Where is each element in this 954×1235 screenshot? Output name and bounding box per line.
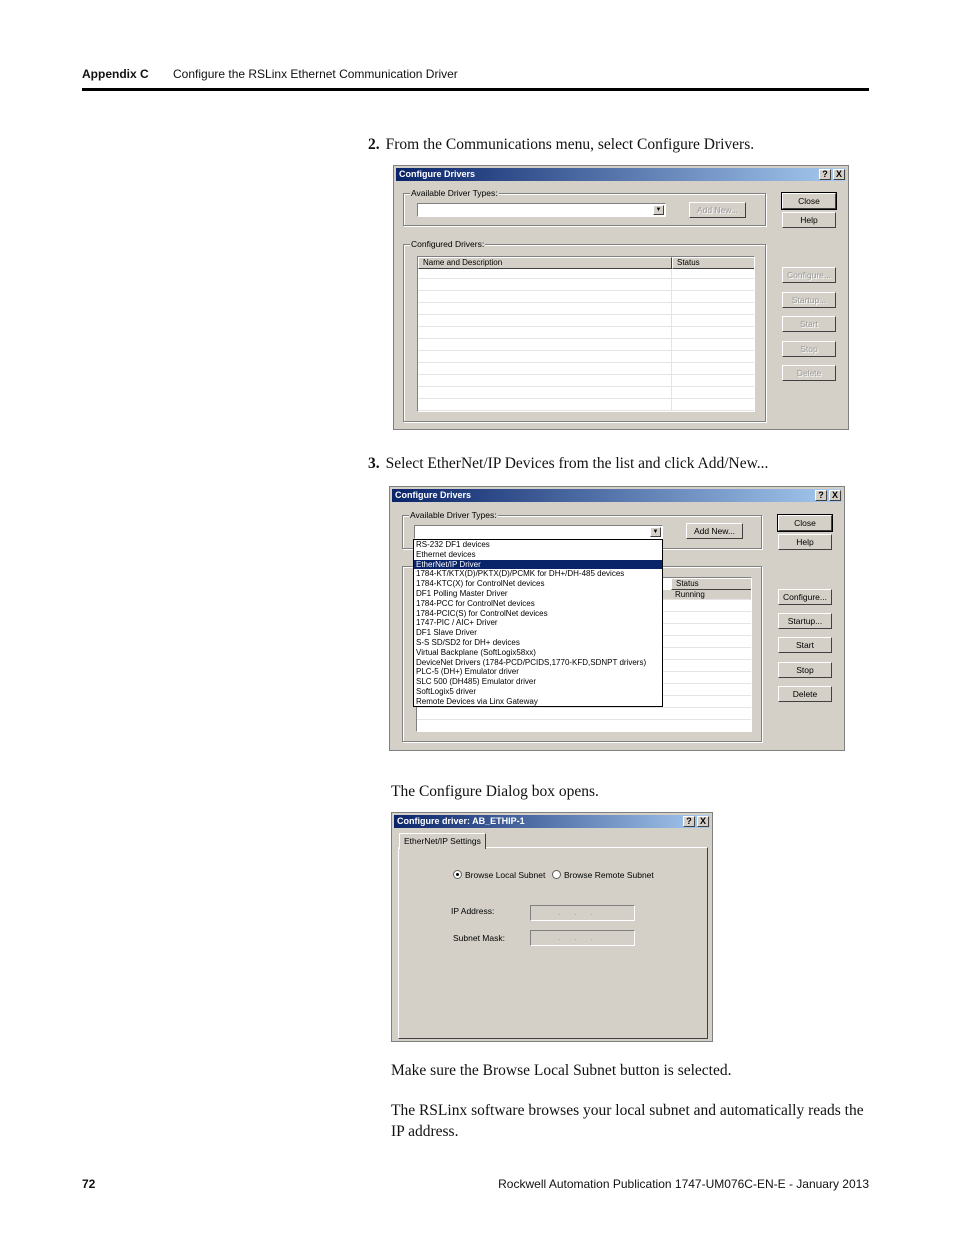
browse-local-radio[interactable] — [453, 870, 462, 879]
close-title-button[interactable]: X — [829, 490, 841, 501]
dropdown-item-selected[interactable]: EtherNet/IP Driver — [414, 560, 662, 570]
table-row — [418, 293, 754, 303]
available-driver-label: Available Driver Types: — [410, 510, 497, 520]
subnet-mask-label: Subnet Mask: — [453, 933, 505, 943]
dropdown-item[interactable]: Virtual Backplane (SoftLogix58xx) — [416, 647, 536, 657]
close-title-button[interactable]: X — [697, 816, 709, 827]
dropdown-item[interactable]: RS-232 DF1 devices — [416, 540, 490, 549]
dropdown-item[interactable]: 1784-KTC(X) for ControlNet devices — [416, 579, 545, 589]
table-row — [418, 305, 754, 315]
ethernet-ip-settings-panel — [398, 847, 708, 1039]
startup-button[interactable]: Startup... — [778, 613, 832, 629]
configured-drivers-label: Configured Drivers: — [411, 239, 485, 249]
close-title-button[interactable]: X — [833, 169, 845, 180]
step-3 — [368, 455, 768, 473]
dropdown-item[interactable]: 1784-PCIC(S) for ControlNet devices — [416, 608, 548, 618]
start-button[interactable]: Start — [778, 637, 832, 653]
page-number: 72 — [82, 1177, 96, 1191]
help-title-button[interactable]: ? — [819, 169, 831, 180]
dropdown-item[interactable]: PLC-5 (DH+) Emulator driver — [416, 667, 519, 677]
dialog-titlebar — [392, 489, 842, 502]
dialog-titlebar — [394, 815, 710, 828]
step-3-text: Select EtherNet/IP Devices from the list and click Add/New... — [385, 455, 769, 472]
make-sure-text: Make sure the Browse Local Subnet button is selected. — [391, 1062, 732, 1079]
step-3-number: 3. — [368, 455, 380, 472]
dropdown-item[interactable]: SLC 500 (DH485) Emulator driver — [416, 677, 537, 687]
dialog-title: Configure Drivers — [399, 169, 476, 179]
appendix-label: Appendix C — [82, 67, 149, 81]
header-title: Configure the RSLinx Ethernet Communication Driver — [173, 67, 458, 81]
table-row — [418, 317, 754, 327]
browse-remote-radio[interactable] — [552, 870, 561, 879]
header-rule — [82, 88, 869, 91]
table-row — [418, 281, 754, 291]
available-driver-group — [403, 188, 766, 226]
configure-button[interactable]: Configure... — [782, 267, 836, 283]
status-running: Running — [675, 590, 705, 599]
step-2-number: 2. — [368, 136, 380, 153]
dropdown-item[interactable]: Remote Devices via Linx Gateway — [416, 696, 538, 706]
dialog-title: Configure driver: AB_ETHIP-1 — [397, 816, 525, 826]
column-status-header[interactable]: Status — [672, 257, 755, 269]
table-row — [418, 365, 754, 375]
chevron-down-icon[interactable]: ▼ — [650, 527, 661, 537]
table-row — [418, 353, 754, 363]
chevron-down-icon[interactable]: ▼ — [653, 205, 664, 215]
column-name-header[interactable]: Name and Description — [418, 257, 672, 269]
dropdown-item[interactable]: Ethernet devices — [416, 549, 476, 559]
table-row — [417, 710, 751, 720]
driver-type-combo[interactable] — [414, 525, 663, 539]
driver-type-dropdown-list[interactable] — [413, 539, 663, 707]
configure-drivers-dialog-empty — [393, 165, 849, 430]
add-new-button[interactable]: Add New... — [689, 202, 746, 218]
column-status-header[interactable]: Status — [671, 578, 752, 590]
dropdown-item[interactable]: DF1 Slave Driver — [416, 628, 477, 638]
available-driver-label: Available Driver Types: — [411, 188, 498, 198]
configure-opens-text: The Configure Dialog box opens. — [391, 783, 599, 800]
browse-remote-label[interactable]: Browse Remote Subnet — [564, 870, 654, 880]
dropdown-item[interactable]: 1784-PCC for ControlNet devices — [416, 598, 535, 608]
configure-driver-dialog — [391, 812, 713, 1042]
dropdown-item[interactable]: 1784-KT/KTX(D)/PKTX(D)/PCMK for DH+/DH-485 devices — [416, 569, 625, 579]
table-row — [418, 377, 754, 387]
subnet-mask-field[interactable]: ... — [530, 930, 635, 946]
ip-address-label: IP Address: — [451, 906, 495, 916]
dropdown-item[interactable]: 1747-PIC / AIC+ Driver — [416, 618, 498, 628]
publication-info: Rockwell Automation Publication 1747-UM076C-EN-E - January 2013 — [498, 1177, 869, 1191]
dropdown-item[interactable]: S-S SD/SD2 for DH+ devices — [416, 637, 520, 647]
start-button[interactable]: Start — [782, 316, 836, 332]
step-2-text: From the Communications menu, select Configure Drivers. — [385, 136, 755, 153]
stop-button[interactable]: Stop — [782, 341, 836, 357]
help-title-button[interactable]: ? — [815, 490, 827, 501]
help-button[interactable]: Help — [778, 534, 832, 550]
startup-button[interactable]: Startup... — [782, 292, 836, 308]
table-row — [418, 401, 754, 411]
ip-address-field[interactable]: ... — [530, 905, 635, 921]
configured-drivers-group — [403, 239, 766, 422]
help-title-button[interactable]: ? — [683, 816, 695, 827]
help-button[interactable]: Help — [782, 212, 836, 228]
table-row — [418, 341, 754, 351]
dropdown-item[interactable]: DF1 Polling Master Driver — [416, 588, 508, 598]
table-row — [418, 329, 754, 339]
tab-ethernet-ip-settings[interactable]: EtherNet/IP Settings — [399, 833, 486, 849]
configure-drivers-dialog-dropdown — [389, 486, 845, 751]
browse-local-label[interactable]: Browse Local Subnet — [465, 870, 546, 880]
close-button[interactable]: Close — [778, 515, 832, 531]
dropdown-item[interactable]: SoftLogix5 driver — [416, 686, 477, 696]
table-row — [418, 269, 754, 279]
table-row — [418, 389, 754, 399]
dialog-title: Configure Drivers — [395, 490, 472, 500]
stop-button[interactable]: Stop — [778, 662, 832, 678]
dropdown-item[interactable]: DeviceNet Drivers (1784-PCD/PCIDS,1770-KFD,SDNPT drivers) — [416, 657, 647, 667]
close-button[interactable]: Close — [782, 193, 836, 209]
delete-button[interactable]: Delete — [782, 365, 836, 381]
configure-button[interactable]: Configure... — [778, 589, 832, 605]
delete-button[interactable]: Delete — [778, 686, 832, 702]
browses-text: The RSLinx software browses your local subnet and automatically reads the IP address. — [391, 1102, 864, 1140]
add-new-button[interactable]: Add New... — [686, 523, 743, 539]
dialog-titlebar — [396, 168, 846, 181]
configured-drivers-list[interactable] — [417, 256, 755, 412]
step-2 — [368, 136, 754, 154]
driver-type-combo[interactable] — [417, 203, 666, 217]
